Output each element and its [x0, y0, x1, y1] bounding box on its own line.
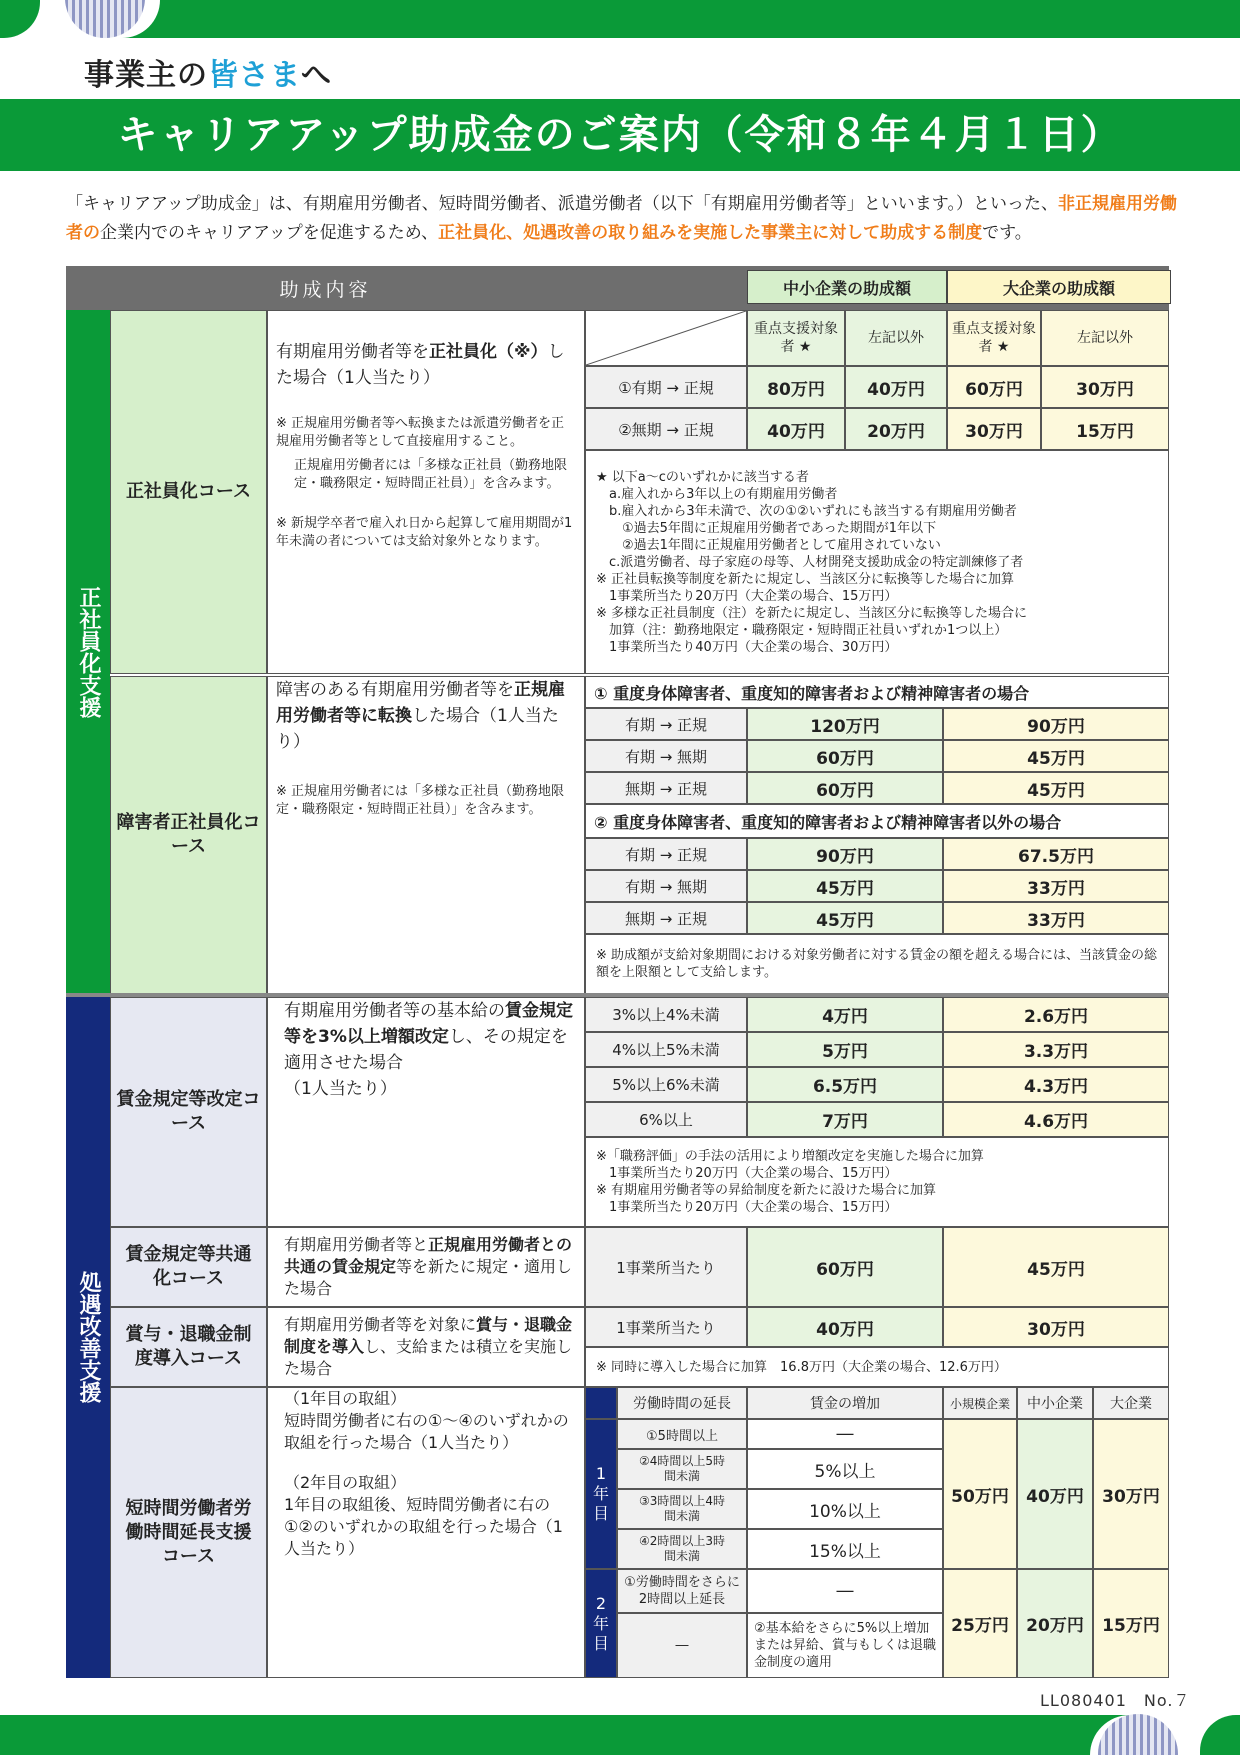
amount-sme-y1: 40万円 — [1017, 1419, 1093, 1569]
course-name-shogaisha: 障害者正社員化コース — [110, 676, 267, 994]
header-content: 助成内容 — [66, 266, 585, 310]
course-desc-tanjikan: （1年目の取組） 短時間労働者に右の①～④のいずれかの取組を行った場合（1人当たり） （2年目の取組） 1年目の取組後、短時間労働者に右の①②のいずれかの取組を行った場合（1人当たり） — [267, 1387, 585, 1678]
amount-cell: 4万円 — [747, 997, 943, 1032]
amount-cell: 4.3万円 — [943, 1067, 1169, 1102]
course-desc-shoyo: 有期雇用労働者等を対象に賞与・退職金制度を導入し、支給または積立を実施した場合 — [267, 1307, 585, 1387]
header-sme-star: 重点支援対象者 ★ — [747, 310, 845, 366]
course-name-chingin-kaitei: 賃金規定等改定コース — [110, 997, 267, 1227]
header-large-other: 左記以外 — [1041, 310, 1169, 366]
amount-cell: 60万円 — [947, 366, 1041, 408]
course-desc-shogaisha: 障害のある有期雇用労働者等を正規雇用労働者等に転換した場合（1人当たり） ※ 正規雇用労働者には「多様な正社員（勤務地限定・職務限定・短時間正社員）」を含みます。 — [267, 676, 585, 994]
amount-cell: 30万円 — [943, 1307, 1169, 1347]
band-heading: ② 重度身体障害者、重度知的障害者および精神障害者以外の場合 — [585, 804, 1169, 838]
amount-cell: 60万円 — [747, 1227, 943, 1307]
course-desc-kyotsuka: 有期雇用労働者等と正規雇用労働者との共通の賃金規定等を新たに規定・適用した場合 — [267, 1227, 585, 1307]
amount-cell: 4.6万円 — [943, 1102, 1169, 1137]
header-wage: 賃金の増加 — [747, 1387, 943, 1419]
note-shoyo: ※ 同時に導入した場合に加算 16.8万円（大企業の場合、12.6万円） — [585, 1347, 1169, 1387]
note: ※ 新規学卒者で雇入れ日から起算して雇用期間が1年未満の者については支給対象外となります。 — [276, 516, 573, 549]
row-label: 1事業所当たり — [585, 1227, 747, 1307]
wage-cell: 5%以上 — [747, 1449, 943, 1489]
ext-cell: ①5時間以上 — [617, 1419, 747, 1449]
amount-cell: 40万円 — [747, 1307, 943, 1347]
row-label: 有期 → 無期 — [585, 740, 747, 772]
ext-cell: ③3時間以上4時間未満 — [617, 1489, 747, 1529]
ext-cell: ①労働時間をさらに2時間以上延長 — [617, 1569, 747, 1613]
amount-cell: 5万円 — [747, 1032, 943, 1067]
row-label: 6%以上 — [585, 1102, 747, 1137]
amount-cell: 45万円 — [747, 870, 943, 902]
amount-small-y1: 50万円 — [943, 1419, 1017, 1569]
row-label: 4%以上5%未満 — [585, 1032, 747, 1067]
amount-cell: 3.3万円 — [943, 1032, 1169, 1067]
top-bar — [0, 0, 1240, 38]
document-code: LL080401 No.７ — [1040, 1691, 1191, 1710]
row-label: 有期 → 正規 — [585, 708, 747, 740]
row-label: 5%以上6%未満 — [585, 1067, 747, 1102]
row-label: 無期 → 正規 — [585, 772, 747, 804]
amount-cell: 20万円 — [845, 408, 947, 450]
year2-label: 2年目 — [585, 1569, 617, 1678]
amount-cell: 33万円 — [943, 870, 1169, 902]
notes-seishainka: ★ 以下a～cのいずれかに該当する者 a.雇入れから3年以上の有期雇用労働者 b.雇入れから3年未満で、次の①②いずれにも該当する有期雇用労働者 ①過去5年間に正規雇用労働者であった期間が1年以下 ②過去1年間に正規雇用労働者として雇用されていない c.派遣労働者、母子家庭の母等、人材開発支援助成金の特定訓練修了者 ※ 正社員転換等制度を新たに規定し、当該区分に転換等した場合に加算 1事業所当たり20万円（大企業の場合、15万円） ※ 多様な正社員制度（注）を新たに規定し、当該区分に転換等した場合に 加算（注：勤務地限定・職務限定・短時間正社員いずれか1つ以上） 1事業所当たり40万円（大企業の場合、30万円） — [585, 450, 1169, 674]
header-large: 大企業 — [1093, 1387, 1169, 1419]
ext-cell: ②4時間以上5時間未満 — [617, 1449, 747, 1489]
section-shogu: 処遇改善支援 — [66, 996, 110, 1678]
amount-cell: 120万円 — [747, 708, 943, 740]
course-name-kyotsuka: 賃金規定等共通化コース — [110, 1227, 267, 1307]
amount-cell: 6.5万円 — [747, 1067, 943, 1102]
row-label: ②無期 → 正規 — [585, 408, 747, 450]
diagonal-cell — [585, 310, 747, 366]
course-desc-seishainka: 有期雇用労働者等を正社員化（※）した場合（1人当たり） ※ 正規雇用労働者等へ転換または派遣労働者を正規雇用労働者等として直接雇用すること。 正規雇用労働者には「多様な正社員（勤務地限定・職務限定・短時間正社員）」を含みます。 ※ 新規学卒者で雇入れ日から起算して雇用期間が1年未満の者については支給対象外となります。 — [267, 310, 585, 674]
amount-cell: 67.5万円 — [943, 838, 1169, 870]
notes-chingin-kaitei: ※「職務評価」の手法の活用により増額改定を実施した場合に加算 1事業所当たり20万円（大企業の場合、15万円） ※ 有期雇用労働者等の昇給制度を新たに設けた場合に加算 1事業所当たり20万円（大企業の場合、15万円） — [585, 1137, 1169, 1227]
amount-cell: 2.6万円 — [943, 997, 1169, 1032]
header-small: 小規模企業 — [943, 1387, 1017, 1419]
course-desc-chingin-kaitei: 有期雇用労働者等の基本給の賃金規定等を3%以上増額改定し、その規定を適用させた場合 （1人当たり） — [267, 997, 585, 1227]
ext-cell: ― — [617, 1613, 747, 1678]
header-ext: 労働時間の延長 — [617, 1387, 747, 1419]
row-label: 有期 → 正規 — [585, 838, 747, 870]
amount-large-y2: 15万円 — [1093, 1569, 1169, 1678]
amount-cell: 45万円 — [943, 1227, 1169, 1307]
row-label: 無期 → 正規 — [585, 902, 747, 934]
year1-label: 1年目 — [585, 1419, 617, 1569]
page-title: キャリアアップ助成金のご案内（令和８年４月１日） — [0, 99, 1240, 171]
amount-small-y2: 25万円 — [943, 1569, 1017, 1678]
header-sme-other: 左記以外 — [845, 310, 947, 366]
row-label: ①有期 → 正規 — [585, 366, 747, 408]
bottom-bar — [0, 1715, 1240, 1755]
amount-cell: 40万円 — [747, 408, 845, 450]
course-name-tanjikan: 短時間労働者労働時間延長支援コース — [110, 1387, 267, 1678]
amount-cell: 40万円 — [845, 366, 947, 408]
row-label: 1事業所当たり — [585, 1307, 747, 1347]
wage-cell: 10%以上 — [747, 1489, 943, 1529]
amount-cell: 30万円 — [1041, 366, 1169, 408]
note: ※ 正規雇用労働者等へ転換または派遣労働者を正規雇用労働者等として直接雇用すること。 — [276, 416, 565, 449]
wage-cell: ②基本給をさらに5%以上増加または昇給、賞与もしくは退職金制度の適用 — [747, 1613, 943, 1678]
amount-cell: 80万円 — [747, 366, 845, 408]
amount-cell: 30万円 — [947, 408, 1041, 450]
amount-cell: 45万円 — [747, 902, 943, 934]
header-sme: 中小企業の助成額 — [747, 270, 947, 304]
band-heading: ① 重度身体障害者、重度知的障害者および精神障害者の場合 — [585, 676, 1169, 708]
header-large-star: 重点支援対象者 ★ — [947, 310, 1041, 366]
audience-heading: 事業主の皆さまへ — [84, 58, 332, 93]
row-label: 有期 → 無期 — [585, 870, 747, 902]
note: ※ 正規雇用労働者には「多様な正社員（勤務地限定・職務限定・短時間正社員）」を含みます。 — [276, 784, 565, 817]
foot-note: ※ 助成額が支給対象期間における対象労働者に対する賃金の額を超える場合には、当該賃金の総額を上限額として支給します。 — [585, 934, 1169, 994]
amount-cell: 90万円 — [943, 708, 1169, 740]
amount-sme-y2: 20万円 — [1017, 1569, 1093, 1678]
amount-cell: 33万円 — [943, 902, 1169, 934]
wage-cell: ― — [747, 1569, 943, 1613]
amount-cell: 7万円 — [747, 1102, 943, 1137]
ext-cell: ④2時間以上3時間未満 — [617, 1529, 747, 1569]
amount-cell: 60万円 — [747, 772, 943, 804]
intro-text: 「キャリアアップ助成金」は、有期雇用労働者、短時間労働者、派遣労働者（以下「有期雇用労働者等」といいます。）といった、非正規雇用労働者の企業内でのキャリアアップを促進するため、正社員化、処遇改善の取り組みを実施した事業主に対して助成する制度です。 — [66, 194, 1177, 243]
note: 正規雇用労働者には「多様な正社員（勤務地限定・職務限定・短時間正社員）」を含みます。 — [294, 458, 568, 491]
amount-cell: 45万円 — [943, 740, 1169, 772]
amount-cell: 60万円 — [747, 740, 943, 772]
amount-cell: 45万円 — [943, 772, 1169, 804]
amount-cell: 15万円 — [1041, 408, 1169, 450]
header-large: 大企業の助成額 — [947, 270, 1171, 304]
header-sme: 中小企業 — [1017, 1387, 1093, 1419]
amount-large-y1: 30万円 — [1093, 1419, 1169, 1569]
section-seishain: 正社員化支援 — [66, 310, 110, 994]
row-label: 3%以上4%未満 — [585, 997, 747, 1032]
amount-cell: 90万円 — [747, 838, 943, 870]
year-header-blank — [585, 1387, 617, 1419]
wage-cell: 15%以上 — [747, 1529, 943, 1569]
course-name-shoyo: 賞与・退職金制度導入コース — [110, 1307, 267, 1387]
wage-cell: ― — [747, 1419, 943, 1449]
course-name-seishainka: 正社員化コース — [110, 310, 267, 674]
